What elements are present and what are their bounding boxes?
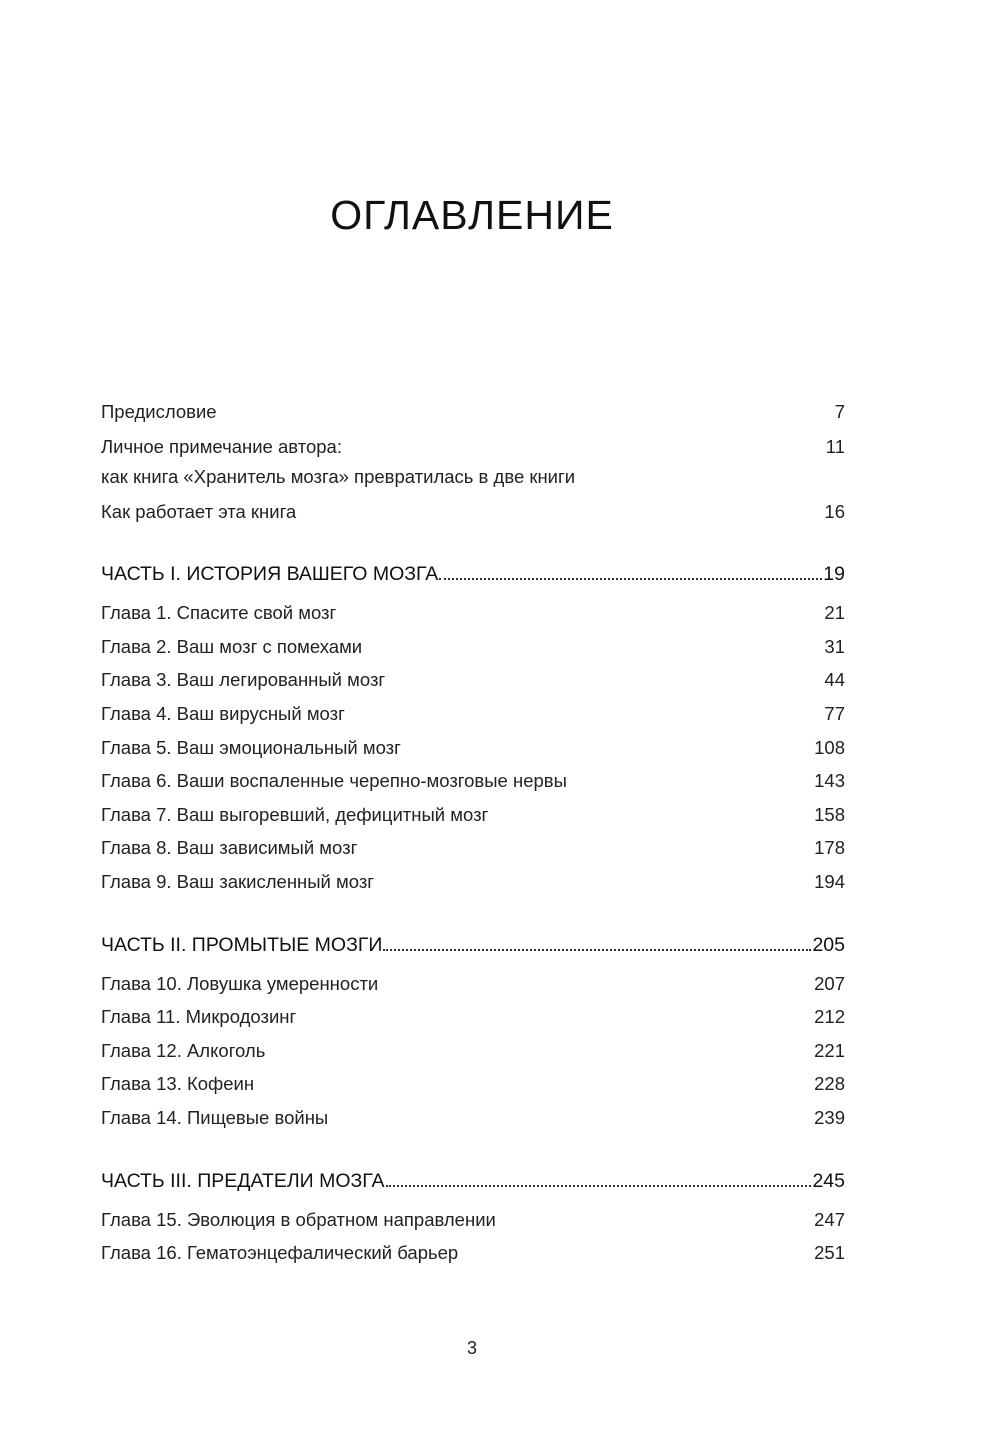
page-number: 3 xyxy=(466,1338,477,1358)
toc-entry-label-line: Личное примечание автора: xyxy=(101,435,342,457)
toc-part-label: ЧАСТЬ III. ПРЕДАТЕЛИ МОЗГА xyxy=(101,1169,385,1192)
toc-entry-label: Глава 4. Ваш вирусный мозг xyxy=(101,702,345,724)
toc-chapter-11[interactable] xyxy=(101,1000,845,1034)
toc-entry-label: Как работает эта книга xyxy=(101,500,297,522)
toc-chapter-8[interactable] xyxy=(101,831,845,865)
toc-entry-label: Глава 7. Ваш выгоревший, дефицитный мозг xyxy=(101,803,489,825)
toc-chapter-3[interactable] xyxy=(101,663,845,697)
toc-entry-label: Глава 16. Гематоэнцефалический барьер xyxy=(101,1242,459,1264)
toc-entry-page: 143 xyxy=(814,770,845,792)
toc-entry-label: Глава 9. Ваш закисленный мозг xyxy=(101,870,375,892)
toc-entry-label-line: как книга «Хранитель мозга» превратилась в две книги xyxy=(101,465,576,487)
toc-chapter-2[interactable] xyxy=(101,630,845,664)
toc-entry-label: Глава 15. Эволюция в обратном направлении xyxy=(101,1208,496,1230)
toc-entry-page: 212 xyxy=(814,1006,845,1028)
toc-entry-label: Глава 13. Кофеин xyxy=(101,1073,255,1095)
toc-entry-label: Глава 14. Пищевые войны xyxy=(101,1106,329,1128)
toc-entry-page: 194 xyxy=(814,870,845,892)
toc-entry-page: 77 xyxy=(824,702,845,724)
toc-entry-label: Глава 12. Алкоголь xyxy=(101,1039,266,1061)
toc-entry-author-note[interactable] xyxy=(101,432,845,492)
toc-entry-page: 108 xyxy=(814,736,845,758)
toc-chapter-15[interactable] xyxy=(101,1203,845,1237)
toc-chapter-13[interactable] xyxy=(101,1067,845,1101)
toc-entry-page: 228 xyxy=(814,1073,845,1095)
toc-chapter-5[interactable] xyxy=(101,731,845,765)
toc-entry-label: Глава 2. Ваш мозг с помехами xyxy=(101,635,363,657)
table-of-contents xyxy=(101,395,845,1270)
toc-chapter-10[interactable] xyxy=(101,967,845,1001)
toc-entry-label: Предисловие xyxy=(101,401,217,422)
dot-leader xyxy=(383,949,811,951)
toc-entry-page: 221 xyxy=(814,1039,845,1061)
toc-chapter-6[interactable] xyxy=(101,764,845,798)
toc-part-page: 19 xyxy=(823,563,845,586)
toc-entry-preface[interactable] xyxy=(101,395,845,429)
toc-entry-page: 158 xyxy=(814,803,845,825)
toc-part-page: 245 xyxy=(812,1169,845,1192)
toc-entry-page: 251 xyxy=(814,1242,845,1264)
toc-entry-label: Глава 10. Ловушка умеренности xyxy=(101,972,379,994)
dot-leader xyxy=(386,1185,812,1187)
toc-part-label: ЧАСТЬ II. ПРОМЫТЫЕ МОЗГИ xyxy=(101,933,383,956)
toc-entry-page: 11 xyxy=(825,435,845,457)
toc-entry-page: 247 xyxy=(814,1208,845,1230)
toc-part-label: ЧАСТЬ I. ИСТОРИЯ ВАШЕГО МОЗГА xyxy=(101,563,439,586)
toc-chapter-7[interactable] xyxy=(101,798,845,832)
toc-entry-label: Глава 11. Микродозинг xyxy=(101,1006,297,1028)
toc-entry-page: 16 xyxy=(824,500,845,522)
toc-entry-label xyxy=(101,432,826,492)
toc-entry-page: 239 xyxy=(814,1106,845,1128)
toc-entry-label: Глава 5. Ваш эмоциональный мозг xyxy=(101,736,401,758)
toc-part-3[interactable] xyxy=(101,1164,845,1198)
toc-entry-label: Глава 6. Ваши воспаленные черепно-мозговые нервы xyxy=(101,770,567,792)
toc-part-1[interactable] xyxy=(101,557,845,591)
toc-chapter-12[interactable] xyxy=(101,1034,845,1068)
toc-chapter-16[interactable] xyxy=(101,1236,845,1270)
dot-leader xyxy=(439,578,822,580)
toc-chapter-14[interactable] xyxy=(101,1101,845,1135)
toc-entry-page: 178 xyxy=(814,837,845,859)
toc-entry-how-book-works[interactable] xyxy=(101,495,845,529)
page-title: ОГЛАВЛЕНИЕ xyxy=(330,192,614,239)
toc-entry-page: 31 xyxy=(824,635,845,657)
toc-entry-page: 207 xyxy=(814,972,845,994)
toc-chapter-4[interactable] xyxy=(101,697,845,731)
toc-entry-label: Глава 3. Ваш легированный мозг xyxy=(101,669,386,691)
toc-entry-label: Глава 8. Ваш зависимый мозг xyxy=(101,837,358,859)
toc-part-2[interactable] xyxy=(101,928,845,962)
toc-entry-page: 44 xyxy=(824,669,845,691)
toc-chapter-9[interactable] xyxy=(101,865,845,899)
toc-entry-page: 7 xyxy=(834,401,845,422)
toc-entry-page: 21 xyxy=(824,602,845,624)
toc-entry-label: Глава 1. Спасите свой мозг xyxy=(101,602,337,624)
toc-chapter-1[interactable] xyxy=(101,596,845,630)
toc-part-page: 205 xyxy=(812,933,845,956)
